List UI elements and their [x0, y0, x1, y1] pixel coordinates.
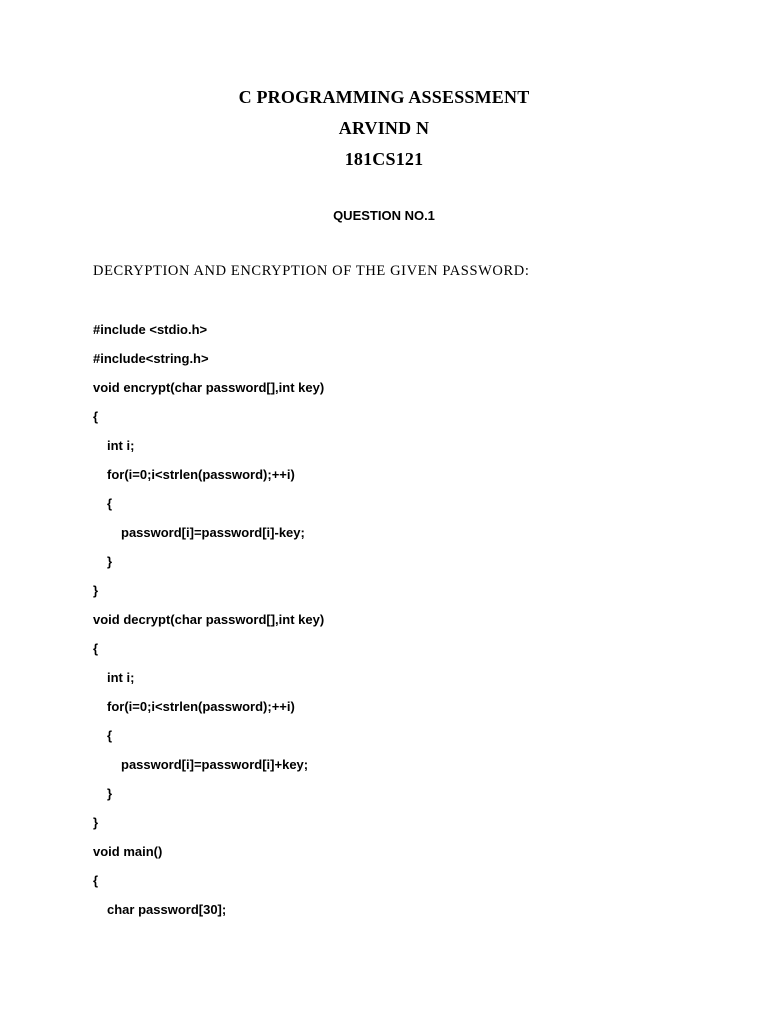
code-listing — [93, 321, 324, 930]
code-line: #include<string.h> — [93, 351, 209, 366]
document-title: C PROGRAMMING ASSESSMENT — [238, 87, 530, 107]
code-line: { — [107, 728, 113, 743]
code-line: } — [93, 583, 99, 598]
code-line: for(i=0;i<strlen(password);++i) — [107, 699, 295, 714]
code-line: password[i]=password[i]-key; — [121, 525, 305, 540]
code-line: { — [93, 409, 99, 424]
code-line: { — [93, 641, 99, 656]
code-line: char password[30]; — [107, 902, 227, 917]
code-line: int i; — [107, 670, 135, 685]
section-heading: DECRYPTION AND ENCRYPTION OF THE GIVEN PASSWORD: — [93, 263, 530, 279]
code-line: } — [107, 554, 113, 569]
code-line: void encrypt(char password[],int key) — [93, 380, 325, 395]
code-line: password[i]=password[i]+key; — [121, 757, 309, 772]
code-line: #include <stdio.h> — [93, 322, 208, 337]
code-line: { — [93, 873, 99, 888]
question-label: QUESTION NO.1 — [333, 208, 435, 223]
code-line: } — [93, 815, 99, 830]
code-line: { — [107, 496, 113, 511]
code-line: void decrypt(char password[],int key) — [93, 612, 325, 627]
code-line: int i; — [107, 438, 135, 453]
code-line: for(i=0;i<strlen(password);++i) — [107, 467, 295, 482]
code-line: } — [107, 786, 113, 801]
roll-number: 181CS121 — [344, 149, 424, 169]
code-line: void main() — [93, 844, 163, 859]
author-name: ARVIND N — [338, 118, 430, 138]
